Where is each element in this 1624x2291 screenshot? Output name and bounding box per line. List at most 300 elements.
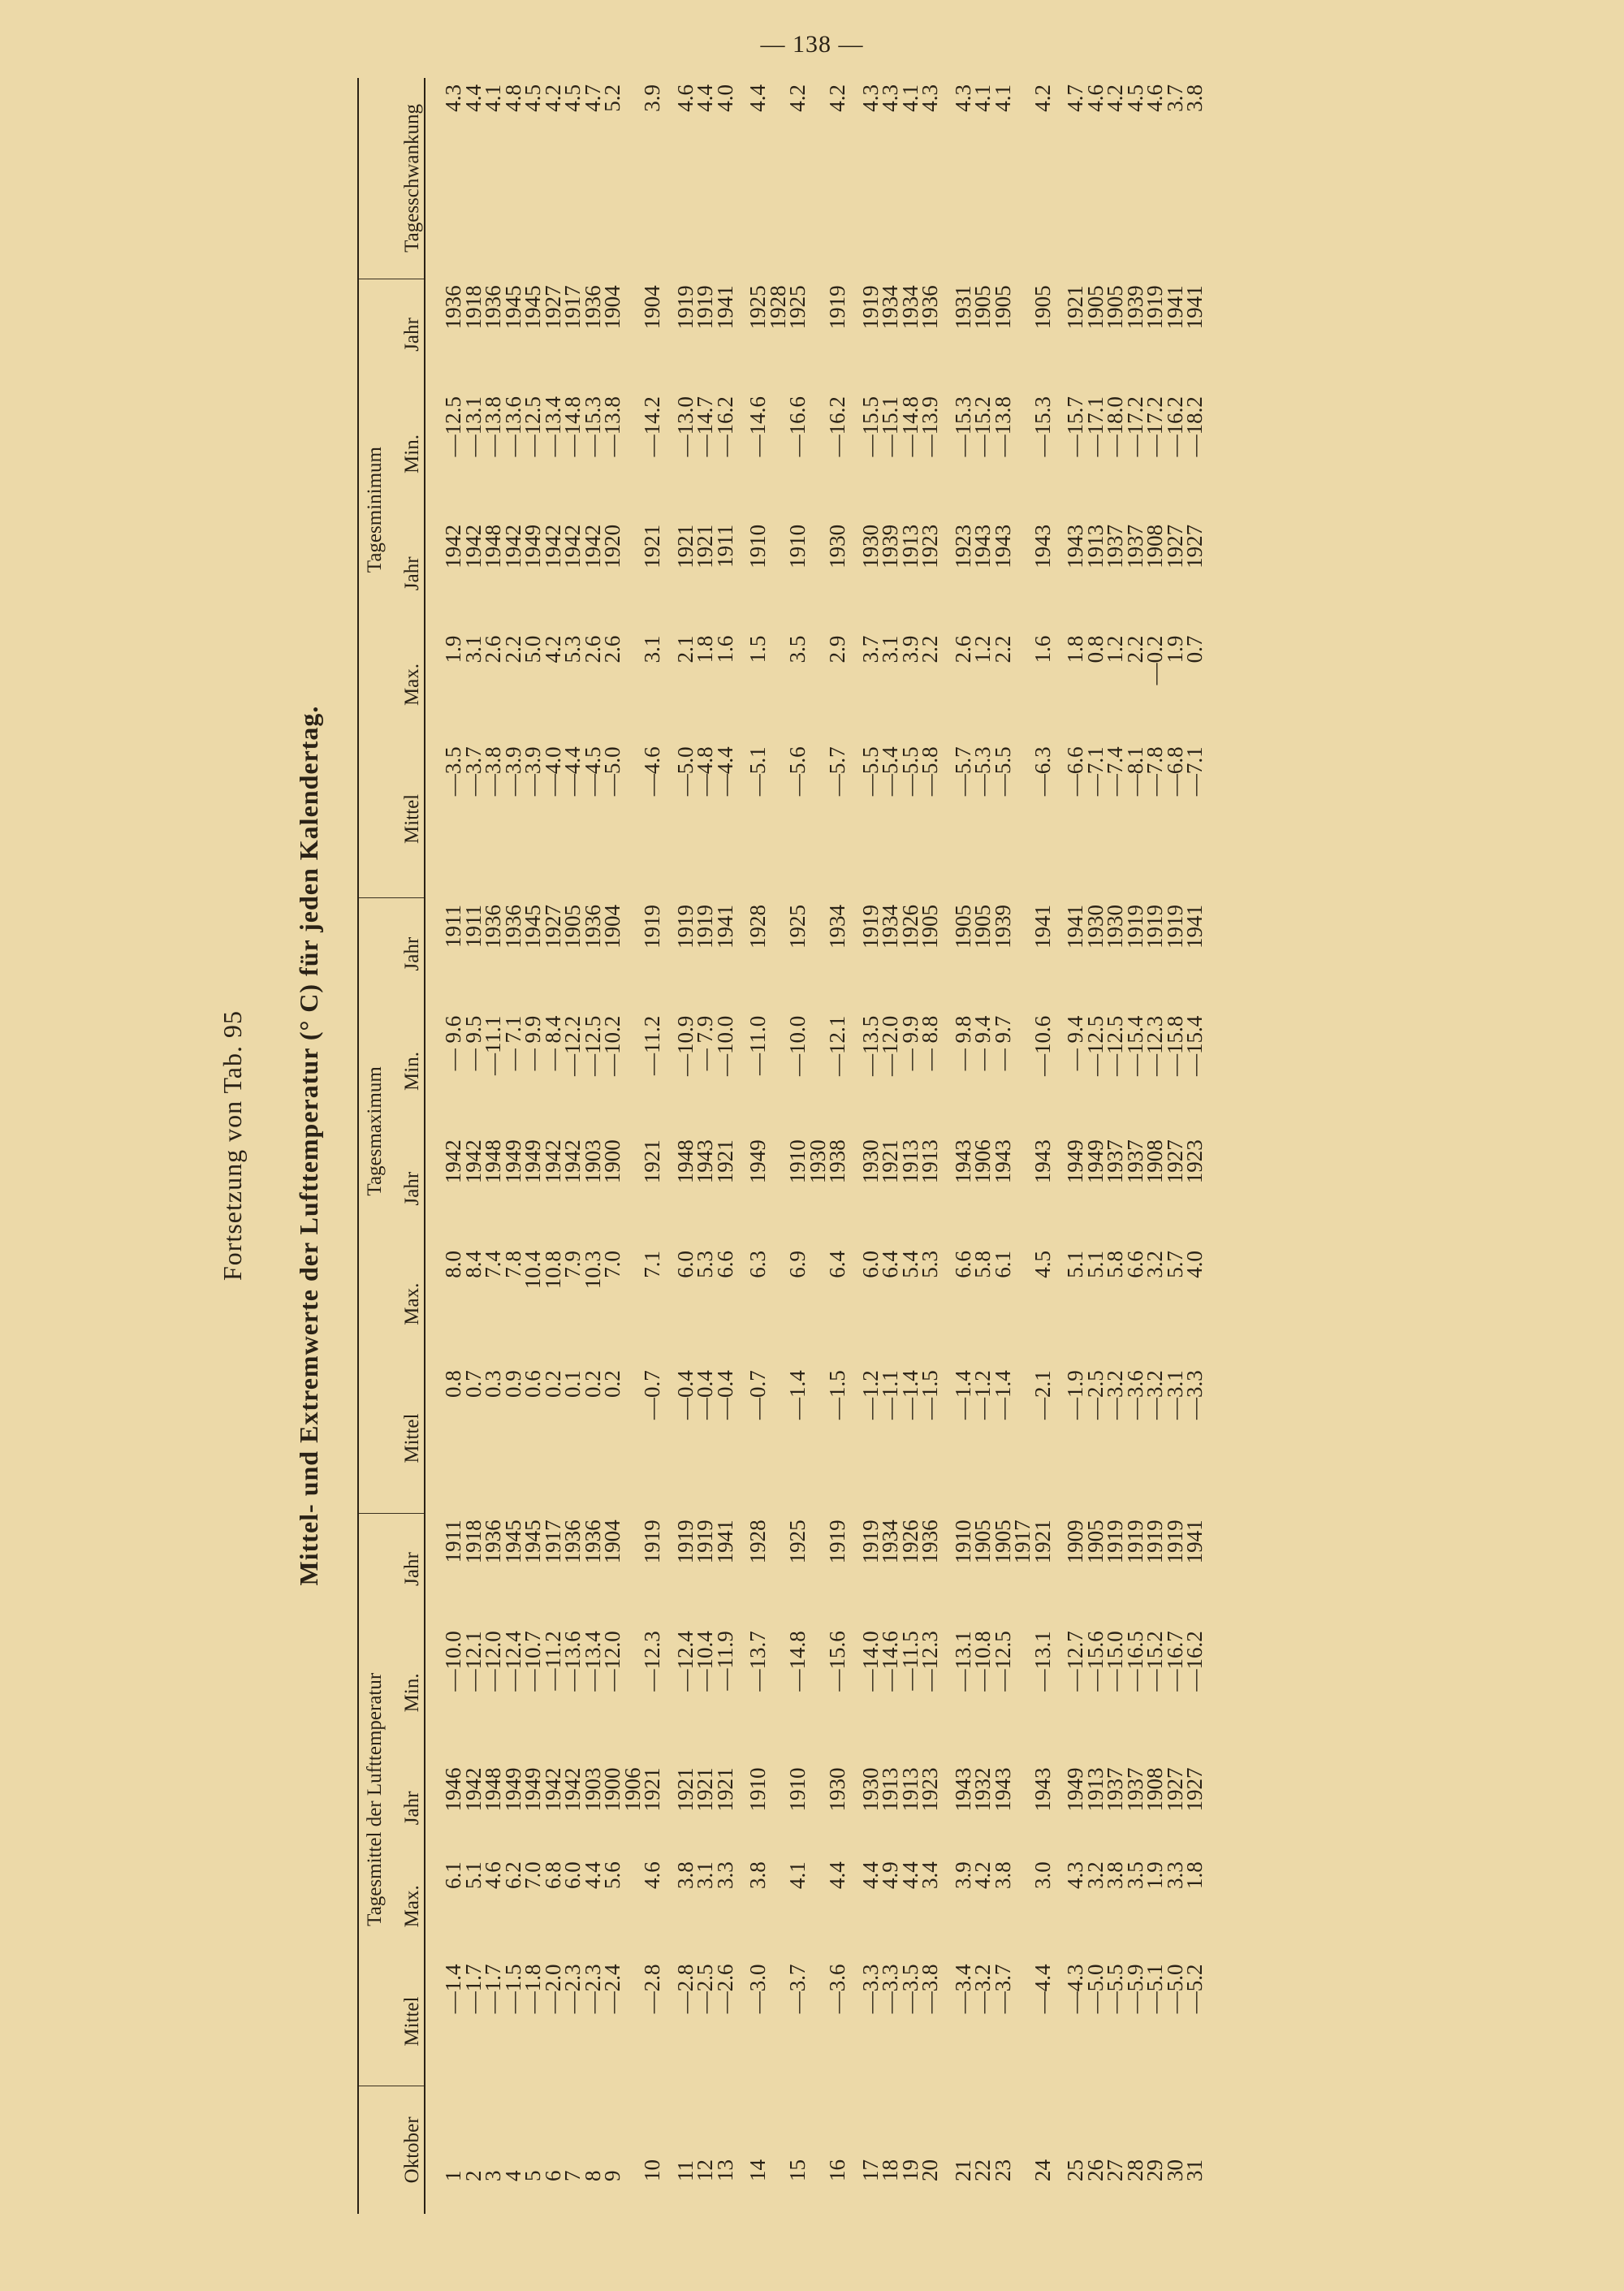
value-cell: —14.8: [785, 1631, 810, 1692]
value-cell: —16.5: [1122, 1631, 1147, 1692]
value-cell: —5.3: [970, 746, 995, 797]
value-cell: 1942: [540, 524, 565, 568]
value-cell: —12.3: [918, 1631, 942, 1692]
value-cell: 1913: [1082, 1767, 1108, 1812]
value-cell: 1943: [1030, 524, 1055, 568]
value-cell: [1013, 1364, 1033, 1513]
table-row: [993, 78, 1013, 2214]
value-cell: —12.0: [600, 1631, 624, 1692]
value-cell: 3.3: [712, 1861, 737, 1889]
value-cell: 1921: [712, 1767, 737, 1812]
value-cell: —16.7: [1162, 1631, 1187, 1692]
value-cell: 1934: [878, 904, 902, 949]
value-cell: 1923: [918, 1767, 942, 1812]
value-cell: 7.4: [481, 1251, 505, 1278]
value-cell: 1918: [460, 285, 486, 330]
value-cell: 6.3: [745, 1251, 770, 1278]
value-cell: 1934: [878, 285, 902, 330]
value-cell: 1919: [1122, 1519, 1147, 1564]
value-cell: —1.4: [950, 1370, 975, 1420]
value-cell: 1905: [1030, 285, 1055, 330]
table-row: [425, 78, 464, 2214]
value-cell: —12.5: [990, 1631, 1015, 1692]
value-cell: 1928: [765, 285, 790, 330]
value-cell: —0.4: [693, 1370, 717, 1420]
value-cell: 6.6: [950, 1251, 975, 1278]
value-cell: 1930: [825, 524, 849, 568]
value-cell: 1942: [580, 524, 605, 568]
value-cell: 6.0: [560, 1861, 585, 1889]
value-cell: —14.0: [857, 1631, 883, 1692]
value-cell: —5.1: [1142, 1964, 1167, 2014]
value-cell: — 7.1: [500, 1015, 525, 1071]
value-cell: 1911: [460, 904, 486, 948]
value-cell: —3.3: [857, 1964, 883, 2014]
value-cell: 4.6: [1082, 84, 1108, 112]
value-cell: 1936: [441, 285, 465, 330]
value-cell: —13.9: [918, 396, 942, 457]
value-cell: 4.4: [857, 1861, 883, 1889]
value-cell: 1939: [990, 904, 1015, 949]
value-cell: —13.1: [1030, 1631, 1055, 1692]
value-cell: 4.1: [481, 84, 505, 112]
value-cell: 1906: [620, 1767, 645, 1812]
value-cell: 1943: [990, 524, 1015, 568]
value-cell: —3.6: [1122, 1370, 1147, 1420]
day-cell: 30: [1162, 2159, 1187, 2181]
value-cell: —4.4: [560, 746, 585, 797]
value-cell: —1.4: [441, 1964, 465, 2014]
value-cell: 2.2: [500, 635, 525, 664]
value-cell: 1945: [500, 285, 525, 330]
value-cell: 1921: [640, 1767, 664, 1812]
value-cell: 0.3: [481, 1370, 505, 1398]
col-air-min: Min.: [387, 1624, 425, 1761]
value-cell: 1942: [500, 524, 525, 568]
value-cell: 1910: [745, 1767, 770, 1812]
value-cell: —10.0: [441, 1631, 465, 1692]
value-cell: 2.6: [580, 635, 605, 664]
value-cell: 1945: [520, 904, 545, 949]
col-dmax-min-jahr: Jahr: [387, 898, 425, 1009]
value-cell: —16.2: [1182, 1631, 1207, 1692]
value-cell: —3.2: [970, 1964, 995, 2014]
header-spacer-a: [358, 1364, 387, 1513]
value-cell: 1949: [500, 1767, 525, 1812]
value-cell: —3.5: [441, 746, 465, 797]
value-cell: 10.4: [520, 1251, 545, 1290]
value-cell: —3.3: [1182, 1370, 1207, 1420]
value-cell: 5.6: [600, 1861, 624, 1889]
value-cell: [1013, 1761, 1033, 1856]
value-cell: 1936: [560, 1519, 585, 1564]
value-cell: —5.0: [672, 746, 698, 797]
value-cell: —13.6: [500, 396, 525, 457]
value-cell: 1928: [745, 1519, 770, 1564]
value-cell: —2.8: [640, 1964, 664, 2014]
value-cell: 6.1: [990, 1251, 1015, 1278]
day-cell: 23: [990, 2159, 1015, 2181]
value-cell: —1.5: [825, 1370, 849, 1420]
value-cell: — 9.4: [1063, 1015, 1087, 1071]
value-cell: 1943: [1063, 524, 1087, 568]
value-cell: 1927: [1162, 524, 1187, 568]
value-cell: 3.2: [1082, 1861, 1108, 1889]
value-cell: 1.8: [1063, 635, 1087, 664]
value-cell: 1919: [1122, 904, 1147, 949]
value-cell: 1905: [560, 904, 585, 949]
value-cell: —6.8: [1162, 746, 1187, 797]
value-cell: 1949: [1082, 1139, 1108, 1184]
value-cell: 1941: [1063, 904, 1087, 949]
day-cell: 15: [785, 2159, 810, 2181]
value-cell: 0.9: [500, 1370, 525, 1398]
value-cell: 4.0: [1182, 1251, 1207, 1278]
value-cell: —15.8: [1162, 1015, 1187, 1076]
value-cell: 1905: [970, 1519, 995, 1564]
value-cell: 1943: [1030, 1139, 1055, 1184]
value-cell: 5.2: [600, 84, 624, 112]
day-cell: 8: [580, 2170, 605, 2181]
value-cell: —3.2: [1142, 1370, 1167, 1420]
value-cell: 1913: [878, 1767, 902, 1812]
value-cell: 6.8: [540, 1861, 565, 1889]
value-cell: 1905: [990, 285, 1015, 330]
value-cell: 10.8: [540, 1251, 565, 1290]
col-dmin-mittel: Mittel: [387, 740, 425, 898]
value-cell: —6.3: [1030, 746, 1055, 797]
col-air-max: Max.: [387, 1855, 425, 1957]
value-cell: 7.9: [560, 1251, 585, 1278]
value-cell: —11.1: [481, 1015, 505, 1075]
value-cell: —10.4: [693, 1631, 717, 1692]
col-dmax-max: Max.: [387, 1244, 425, 1364]
value-cell: 8.0: [441, 1251, 465, 1278]
value-cell: —0.2: [1142, 635, 1167, 685]
value-cell: 1.5: [745, 635, 770, 664]
value-cell: 4.5: [520, 84, 545, 112]
value-cell: 1.6: [1030, 635, 1055, 664]
header-air-temperature: Tagesmittel der Lufttemperatur: [358, 1513, 387, 2086]
value-cell: 1919: [857, 904, 883, 949]
col-dmax-max-jahr: Jahr: [387, 1133, 425, 1244]
value-cell: —5.5: [990, 746, 1015, 797]
header-sub-row: [387, 78, 425, 2214]
table-row: [603, 78, 623, 2214]
value-cell: [1013, 518, 1033, 629]
value-cell: 1925: [745, 285, 770, 330]
value-cell: 1927: [540, 904, 565, 949]
value-cell: 2.6: [600, 635, 624, 664]
value-cell: —0.7: [745, 1370, 770, 1420]
value-cell: —15.4: [1182, 1015, 1207, 1076]
value-cell: —1.5: [500, 1964, 525, 2014]
day-cell: 11: [672, 2160, 698, 2181]
value-cell: —15.3: [950, 396, 975, 457]
value-cell: —15.7: [1063, 396, 1087, 457]
value-cell: —12.4: [672, 1631, 698, 1692]
value-cell: 1938: [825, 1139, 849, 1184]
value-cell: 1.8: [1182, 1861, 1207, 1889]
value-cell: 1930: [857, 1767, 883, 1812]
value-cell: 3.3: [1162, 1861, 1187, 1889]
page-number: — 138 —: [760, 31, 864, 58]
value-cell: 3.8: [1103, 1861, 1127, 1889]
value-cell: —5.8: [918, 746, 942, 797]
value-cell: 6.6: [712, 1251, 737, 1278]
table-row: [1185, 78, 1205, 2214]
col-dmin-min: Min.: [387, 390, 425, 518]
value-cell: 6.0: [857, 1251, 883, 1278]
value-cell: —11.0: [745, 1015, 770, 1075]
value-cell: —15.0: [1103, 1631, 1127, 1692]
value-cell: 1936: [580, 904, 605, 949]
value-cell: —15.5: [857, 396, 883, 457]
value-cell: 1921: [672, 524, 698, 568]
value-cell: 1943: [990, 1767, 1015, 1812]
value-cell: 4.8: [500, 84, 525, 112]
value-cell: —1.5: [918, 1370, 942, 1420]
value-cell: 1941: [1162, 285, 1187, 330]
value-cell: 1920: [600, 524, 624, 568]
value-cell: 0.2: [540, 1370, 565, 1398]
value-cell: 1941: [1182, 904, 1207, 949]
value-cell: 7.0: [600, 1251, 624, 1278]
day-cell: 18: [878, 2159, 902, 2181]
value-cell: —15.4: [1122, 1015, 1147, 1076]
value-cell: 1937: [1122, 524, 1147, 568]
value-cell: 2.9: [825, 635, 849, 664]
day-cell: 31: [1182, 2159, 1207, 2181]
value-cell: [1013, 78, 1033, 279]
value-cell: 1941: [1182, 1519, 1207, 1564]
value-cell: 1930: [857, 524, 883, 568]
value-cell: 4.3: [857, 84, 883, 112]
value-cell: —1.1: [878, 1370, 902, 1420]
value-cell: 1921: [1063, 285, 1087, 330]
value-cell: 1919: [672, 904, 698, 949]
value-cell: —2.6: [712, 1964, 737, 2014]
value-cell: [1013, 1009, 1033, 1134]
value-cell: 5.1: [1082, 1251, 1108, 1278]
value-cell: —13.0: [672, 396, 698, 457]
value-cell: 1926: [897, 904, 922, 949]
value-cell: 1900: [600, 1139, 624, 1184]
value-cell: 1919: [825, 1519, 849, 1564]
value-cell: 1932: [970, 1767, 995, 1812]
value-cell: —17.2: [1122, 396, 1147, 457]
value-cell: 0.2: [580, 1370, 605, 1398]
value-cell: —3.1: [1162, 1370, 1187, 1420]
value-cell: 1921: [1030, 1519, 1055, 1564]
value-cell: —15.2: [970, 396, 995, 457]
value-cell: —13.4: [540, 396, 565, 457]
value-cell: —2.1: [1030, 1370, 1055, 1420]
value-cell: — 9.4: [970, 1015, 995, 1071]
value-cell: —18.2: [1182, 396, 1207, 457]
day-cell: 12: [693, 2159, 717, 2181]
value-cell: 4.5: [560, 84, 585, 112]
value-cell: 1949: [1063, 1139, 1087, 1184]
value-cell: [1013, 1957, 1033, 2086]
value-cell: 1910: [785, 524, 810, 568]
day-cell: 14: [745, 2159, 770, 2181]
value-cell: 1917: [560, 285, 585, 330]
value-cell: — 9.6: [441, 1015, 465, 1071]
day-cell: 26: [1082, 2159, 1108, 2181]
value-cell: 3.8: [745, 1861, 770, 1889]
value-cell: 1943: [970, 524, 995, 568]
value-cell: 5.7: [1162, 1251, 1187, 1278]
value-cell: —12.4: [500, 1631, 525, 1692]
value-cell: 1927: [540, 285, 565, 330]
value-cell: 1949: [520, 1139, 545, 1184]
value-cell: 1919: [1162, 904, 1187, 949]
value-cell: —12.3: [1142, 1015, 1167, 1076]
value-cell: 1905: [1082, 1519, 1108, 1564]
value-cell: — 9.7: [990, 1015, 1015, 1071]
value-cell: 1949: [1063, 1767, 1087, 1812]
value-cell: —4.4: [712, 746, 737, 797]
value-cell: —15.3: [580, 396, 605, 457]
value-cell: 1904: [600, 904, 624, 949]
value-cell: 1927: [1162, 1139, 1187, 1184]
value-cell: 4.1: [897, 84, 922, 112]
value-cell: —4.0: [540, 746, 565, 797]
value-cell: —1.2: [970, 1370, 995, 1420]
table-row: [920, 78, 940, 2214]
value-cell: 1.9: [1162, 635, 1187, 664]
table-row: [827, 78, 848, 2214]
value-cell: 7.0: [520, 1861, 545, 1889]
value-cell: —4.6: [640, 746, 664, 797]
value-cell: 1942: [460, 1139, 486, 1184]
value-cell: —5.1: [745, 746, 770, 797]
value-cell: 5.0: [520, 635, 545, 664]
value-cell: —7.1: [1182, 746, 1207, 797]
day-cell: 22: [970, 2159, 995, 2181]
header-group-row: [358, 78, 387, 2214]
table-row: [1065, 78, 1086, 2214]
value-cell: —10.0: [712, 1015, 737, 1076]
value-cell: 1917: [1010, 1519, 1034, 1564]
day-cell: 27: [1103, 2159, 1127, 2181]
day-cell: 1: [441, 2170, 465, 2181]
value-cell: —6.6: [1063, 746, 1087, 797]
value-cell: 0.8: [441, 1370, 465, 1398]
table-title: Mittel- und Extremwerte der Lufttemperatur (° C) für jeden Kalendertag.: [294, 705, 323, 1586]
value-cell: 1921: [693, 1767, 717, 1812]
col-air-mittel: Mittel: [387, 1957, 425, 2086]
value-cell: —16.2: [825, 396, 849, 457]
value-cell: —14.8: [560, 396, 585, 457]
value-cell: 4.4: [580, 1861, 605, 1889]
value-cell: 7.1: [640, 1251, 664, 1278]
value-cell: —5.5: [1103, 1964, 1127, 2014]
day-cell: [808, 2086, 828, 2214]
value-cell: 0.7: [1182, 635, 1207, 664]
value-cell: —3.7: [460, 746, 486, 797]
value-cell: 1905: [1103, 285, 1127, 330]
value-cell: 4.3: [1063, 1861, 1087, 1889]
value-cell: 6.2: [500, 1861, 525, 1889]
value-cell: 1948: [481, 1767, 505, 1812]
value-cell: 1942: [560, 1767, 585, 1812]
value-cell: 0.2: [600, 1370, 624, 1398]
value-cell: 1928: [745, 904, 770, 949]
value-cell: 3.9: [897, 635, 922, 664]
value-cell: —0.4: [712, 1370, 737, 1420]
value-cell: 4.4: [825, 1861, 849, 1889]
day-cell: 2: [460, 2170, 486, 2181]
day-cell: 6: [540, 2170, 565, 2181]
value-cell: 1941: [1182, 285, 1207, 330]
col-dmin-min-jahr: Jahr: [387, 279, 425, 390]
day-cell: 9: [600, 2170, 624, 2181]
value-cell: 1949: [745, 1139, 770, 1184]
value-cell: —1.7: [481, 1964, 505, 2014]
table-row: [788, 78, 808, 2214]
value-cell: 1919: [640, 1519, 664, 1564]
value-cell: —16.6: [785, 396, 810, 457]
value-cell: —15.3: [1030, 396, 1055, 457]
table-row: [880, 78, 901, 2214]
col-dmin-max-jahr: Jahr: [387, 518, 425, 629]
value-cell: —4.4: [1030, 1964, 1055, 2014]
table-row: [523, 78, 543, 2214]
value-cell: 1945: [520, 1519, 545, 1564]
value-cell: 3.4: [918, 1861, 942, 1889]
value-cell: 3.0: [1030, 1861, 1055, 1889]
value-cell: 4.1: [970, 84, 995, 112]
value-cell: —5.9: [1122, 1964, 1147, 2014]
value-cell: 3.1: [693, 1861, 717, 1889]
value-cell: —12.1: [460, 1631, 486, 1692]
value-cell: [1013, 1244, 1033, 1364]
value-cell: 1941: [712, 904, 737, 949]
value-cell: 3.5: [1122, 1861, 1147, 1889]
value-cell: 1.9: [1142, 1861, 1167, 1889]
value-cell: — 9.8: [950, 1015, 975, 1071]
value-cell: 1923: [950, 524, 975, 568]
value-cell: 1919: [693, 1519, 717, 1564]
value-cell: 1936: [481, 1519, 505, 1564]
value-cell: 4.2: [970, 1861, 995, 1889]
value-cell: —0.7: [640, 1370, 664, 1420]
value-cell: —11.2: [540, 1631, 565, 1691]
value-cell: 1934: [897, 285, 922, 330]
value-cell: 1905: [970, 285, 995, 330]
value-cell: 4.9: [878, 1861, 902, 1889]
header-daily-range: Tagesschwankung: [358, 78, 425, 279]
value-cell: 4.0: [712, 84, 737, 112]
value-cell: —3.8: [481, 746, 505, 797]
day-cell: 4: [500, 2170, 525, 2181]
value-cell: 1919: [693, 904, 717, 949]
table-row: [1013, 78, 1033, 2214]
value-cell: 1913: [897, 1767, 922, 1812]
value-cell: 2.2: [990, 635, 1015, 664]
value-cell: 1937: [1122, 1139, 1147, 1184]
value-cell: 0.7: [460, 1370, 486, 1398]
header-spacer-b: [358, 740, 387, 898]
value-cell: —2.4: [600, 1964, 624, 2014]
value-cell: 1941: [1030, 904, 1055, 949]
col-dmax-min: Min.: [387, 1009, 425, 1134]
value-cell: 1921: [640, 1139, 664, 1184]
value-cell: 1931: [950, 285, 975, 330]
day-cell: [623, 2086, 643, 2214]
